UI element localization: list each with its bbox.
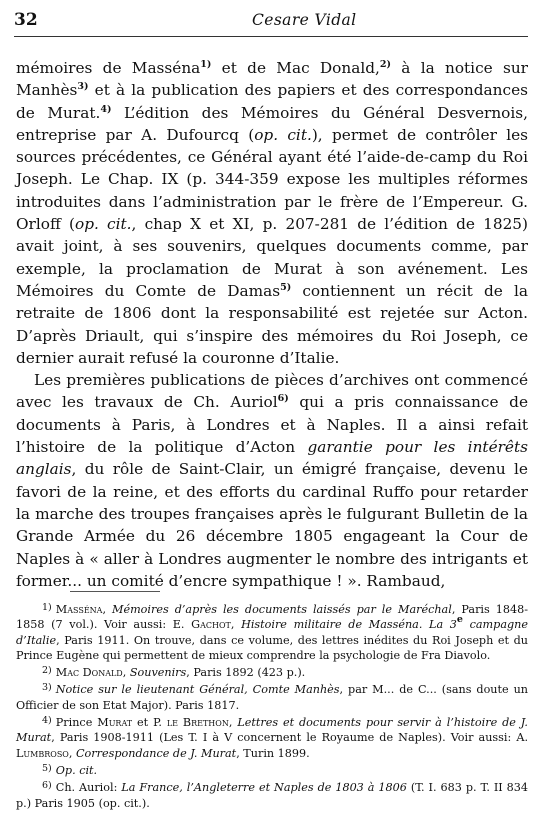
footnote-text: Histoire militaire de Masséna. La 3: [241, 618, 457, 632]
footnote-text: Notice sur le lieutenant Général, Comte Manhès: [55, 683, 340, 697]
text-run: à la notice sur Manhès: [16, 59, 528, 100]
footnote-text: Prince: [55, 716, 98, 730]
footnote-text: , par M... de C... (sans doute un Officier de son Etat Major). Paris 1817.: [16, 683, 528, 712]
text-run: , chap X et XI, p. 207-281 de l’édition de 1825) avait joint, à ses souvenirs, quelques documents comme, par exemple, la proclamation de Murat à son avénement. Les Mémoires du Comte de Damas: [16, 215, 529, 300]
footnote-text: et P.: [132, 716, 167, 730]
footnote-text: Ch. Auriol:: [55, 781, 122, 795]
footnotes: [16, 600, 528, 811]
italic-citation: op. cit.: [254, 125, 312, 144]
footnote-text: Souvenirs: [129, 666, 187, 680]
footnote-text: Mémoires d’après les documents laissés par le Maréchal: [112, 603, 452, 616]
running-title: Cesare Vidal: [252, 11, 357, 29]
text-run: Les premières publications de pièces d’archives ont commencé avec les travaux de Ch. Auriol: [16, 371, 528, 412]
footnote-text: , Turin 1899.: [236, 746, 310, 760]
footnote-mark: 6): [42, 780, 52, 792]
footnote-text: Murat: [97, 716, 133, 730]
footnote-text: Masséna: [55, 603, 103, 616]
footnote-ref-2: 2): [379, 59, 392, 70]
footnote-text: ,: [228, 716, 238, 730]
text-run: et à la publication des papiers et des correspondances de Murat.: [16, 81, 528, 122]
footnote-text: Lumbroso: [16, 746, 69, 760]
footnote-text: Gachot: [191, 618, 231, 632]
italic-citation: op. cit.: [75, 215, 132, 234]
footnote-text: La France, l’Angleterre et Naples de 1803 à 1806: [121, 781, 407, 795]
header-rule: [14, 36, 528, 37]
footnote-text: Correspondance de J. Murat: [76, 746, 237, 760]
footnote-ref-6: 6): [277, 393, 289, 405]
footnote-text: ,: [102, 603, 112, 616]
footnote-ref-3: 3): [77, 81, 89, 93]
italic-phrase: garantie pour les intérêts anglais: [16, 438, 528, 479]
footnote-mark: 1): [42, 602, 52, 613]
footnote-separator: [70, 591, 160, 592]
footnote-text: , Paris 1911. On trouve, dans ce volume, des lettres inédites du Roi Joseph et du Prince Eugène qui permettent de mieux comprendre la psychologie de Fra Diavolo.: [16, 633, 528, 662]
text-run: qui a pris connaissance de documents à Paris, à Londres et à Naples. Il a ainsi refait l’histoire de la politique d’Acton: [16, 393, 528, 457]
footnote-5: [16, 761, 528, 778]
footnote-text: , Paris 1848-1858 (7 vol.). Voir aussi: E.: [16, 603, 528, 632]
text-run: , du rôle de Saint-Clair, un émigré française, devenu le favori de la reine, et des efforts du cardinal Ruffo pour retarder la marche des troupes françaises après le fulgurant Bulletin de la Grande Armée du 26 décembre 1805 engageant la Cour de Naples à « aller à Londres augmenter le nombre des intrigants et former... un comité d’encre sympathique ! ». Rambaud,: [16, 460, 528, 590]
footnote-mark: 4): [42, 715, 52, 727]
footnote-text: (T. I. 683 p. T. II 834 p.) Paris 1905 (op. cit.).: [16, 781, 529, 810]
footnote-text: Mac Donald: [55, 666, 123, 680]
footnote-ref-5: 5): [280, 281, 292, 293]
footnote-text: , Paris 1892 (423 p.).: [186, 666, 306, 680]
footnote-ref-4: 4): [100, 103, 112, 115]
page-header: [14, 8, 522, 34]
footnote-text: Op. cit.: [55, 763, 98, 777]
text-run: L’édition des Mémoires du Général Desvernois, entreprise par A. Dufourcq (: [16, 103, 528, 144]
footnote-1: [16, 600, 528, 663]
footnote-text: Lettres et documents pour servir à l’histoire de J. Murat: [16, 716, 528, 745]
page-number: 32: [14, 10, 38, 30]
footnote-text: le Brethon: [166, 716, 229, 730]
footnote-ref-1: 1): [200, 59, 212, 70]
footnote-mark: 5): [42, 762, 52, 774]
footnote-text: , Paris 1908-1911 (Les T. I à V concernent le Royaume de Naples). Voir aussi: A.: [51, 731, 528, 745]
paragraph-1: [16, 57, 528, 369]
footnote-3: [16, 680, 528, 713]
footnote-text: ,: [68, 746, 76, 760]
text-run: contiennent un récit de la retraite de 1806 dont la responsabilité est rejetée sur Acton. D’après Driault, qui s’inspire des mémoires du Roi Joseph, ce dernier aurait refusé la couronne d’Italie.: [16, 281, 528, 367]
text-run: ), permet de contrôler les sources précédentes, ce Général ayant été l’aide-de-camp du Roi Joseph. Le Chap. IX (p. 344-359 expose les multiples réformes introduites dans l’administration par le frère de l’Empereur. G. Orloff (: [16, 125, 528, 234]
footnote-text: ,: [230, 618, 242, 632]
footnote-mark: 2): [42, 665, 52, 677]
text-run: mémoires de Masséna: [16, 59, 201, 77]
footnote-4: [16, 713, 528, 761]
footnote-text: e: [456, 614, 463, 626]
footnote-text: campagne d’Italie: [16, 618, 528, 647]
text-run: et de Mac Donald,: [211, 59, 380, 77]
footnote-mark: 3): [42, 682, 52, 694]
footnote-6: [16, 778, 528, 811]
footnote-text: ,: [122, 666, 130, 680]
main-text: [16, 57, 528, 592]
footnote-2: [16, 663, 528, 680]
paragraph-2: [16, 369, 528, 592]
